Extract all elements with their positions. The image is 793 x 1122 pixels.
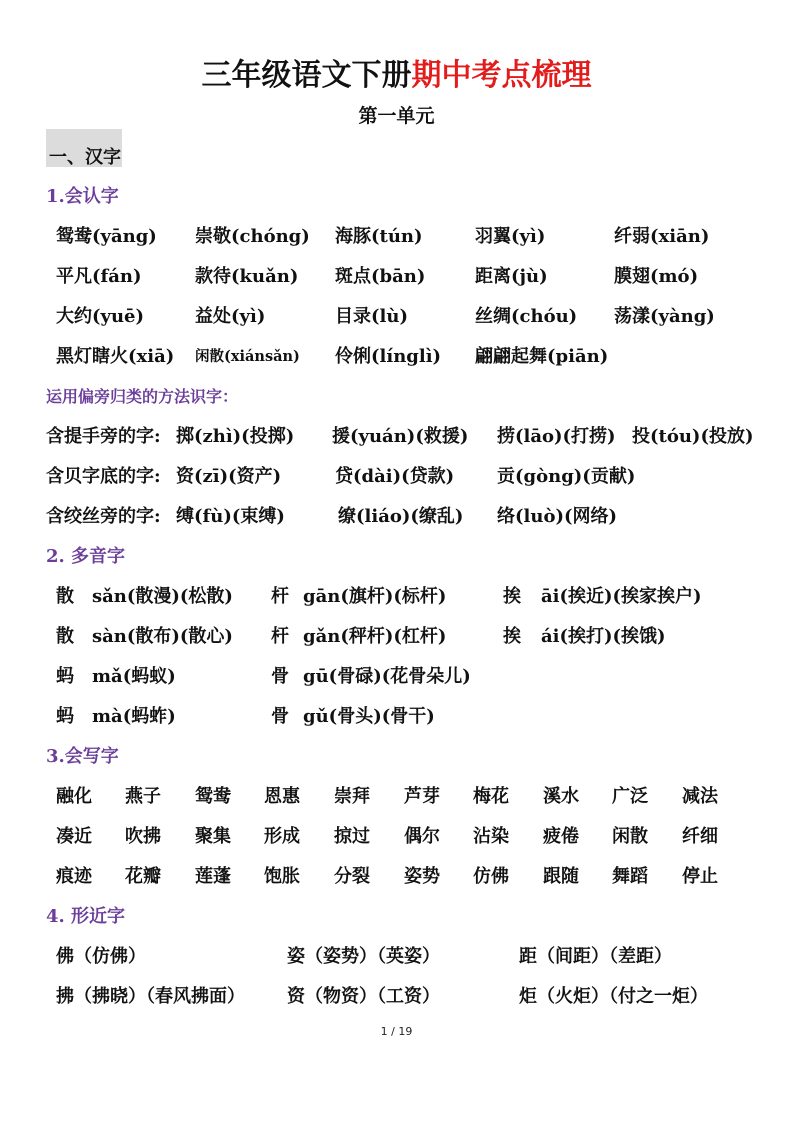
radical-word: 资(zī)(资产)	[176, 466, 282, 487]
write-word: 花瓣	[125, 866, 161, 887]
radical-label: 含提手旁的字:	[46, 426, 161, 447]
vocab-item: 鸳鸯(yāng)	[56, 226, 157, 247]
polyphone-char: 挨	[503, 626, 521, 647]
radical-word: 投(tóu)(投放)	[632, 426, 754, 447]
vocab-item: 伶俐(línglì)	[335, 346, 442, 367]
polyphone-char: 蚂	[56, 706, 74, 727]
radical-label: 含贝字底的字:	[46, 466, 161, 487]
write-word: 广泛	[612, 786, 648, 807]
write-word: 停止	[682, 866, 718, 887]
polyphone-reading: mǎ(蚂蚁)	[92, 666, 176, 687]
polyphone-char: 杆	[271, 626, 289, 647]
radical-word: 捞(lāo)(打捞)	[497, 426, 616, 447]
write-word: 芦芽	[404, 786, 440, 807]
vocab-item: 距离(jù)	[475, 266, 548, 287]
vocab-item: 目录(lù)	[335, 306, 408, 327]
polyphone-reading: gān(旗杆)(标杆)	[303, 586, 447, 607]
similar-char-item: 炬（火炬）（付之一炬）	[519, 986, 708, 1007]
vocab-item: 丝绸(chóu)	[475, 306, 578, 327]
polyphone-reading: ái(挨打)(挨饿)	[541, 626, 666, 647]
similar-char-item: 拂（拂晓）（春风拂面）	[56, 986, 245, 1007]
vocab-item: 荡漾(yàng)	[614, 306, 715, 327]
write-word: 恩惠	[264, 786, 300, 807]
radical-word: 掷(zhì)(投掷)	[176, 426, 295, 447]
polyphone-reading: sǎn(散漫)(松散)	[92, 586, 233, 607]
polyphone-char: 杆	[271, 586, 289, 607]
radical-label: 含绞丝旁的字:	[46, 506, 161, 527]
write-word: 饱胀	[264, 866, 300, 887]
title-highlight: 期中考点梳理	[411, 58, 592, 93]
heading-similar-chars: 4. 形近字	[46, 906, 126, 927]
radical-word: 络(luò)(网络)	[497, 506, 617, 527]
vocab-item: 膜翅(mó)	[614, 266, 699, 287]
write-word: 凑近	[56, 826, 92, 847]
polyphone-char: 蚂	[56, 666, 74, 687]
write-word: 分裂	[334, 866, 370, 887]
vocab-item: 款待(kuǎn)	[195, 266, 299, 287]
radical-word: 援(yuán)(救援)	[332, 426, 469, 447]
vocab-item: 闲散(xiánsǎn)	[195, 348, 300, 365]
write-word: 燕子	[125, 786, 161, 807]
write-word: 聚集	[195, 826, 231, 847]
title-main: 三年级语文下册	[201, 58, 412, 93]
polyphone-char: 挨	[503, 586, 521, 607]
vocab-item: 纤弱(xiān)	[614, 226, 710, 247]
vocab-item: 平凡(fán)	[56, 266, 142, 287]
vocab-item: 斑点(bān)	[335, 266, 426, 287]
write-word: 偶尔	[404, 826, 440, 847]
vocab-item: 翩翩起舞(piān)	[475, 346, 609, 367]
unit-title: 第一单元	[358, 105, 435, 127]
similar-char-item: 距（间距）（差距）	[519, 946, 672, 967]
write-word: 莲蓬	[195, 866, 231, 887]
write-word: 仿佛	[473, 866, 509, 887]
write-word: 痕迹	[56, 866, 92, 887]
radical-word: 贡(gòng)(贡献)	[497, 466, 636, 487]
write-word: 溪水	[543, 786, 579, 807]
heading-recognize-chars: 1.会认字	[46, 186, 119, 207]
polyphone-reading: gǎn(秤杆)(杠杆)	[303, 626, 447, 647]
polyphone-reading: āi(挨近)(挨家挨户)	[541, 586, 702, 607]
heading-write-chars: 3.会写字	[46, 746, 119, 767]
write-word: 崇拜	[334, 786, 370, 807]
write-word: 沾染	[473, 826, 509, 847]
vocab-item: 海豚(tún)	[335, 226, 423, 247]
polyphone-char: 骨	[271, 706, 289, 727]
write-word: 梅花	[473, 786, 509, 807]
radical-word: 缚(fù)(束缚)	[176, 506, 285, 527]
similar-char-item: 资（物资）（工资）	[287, 986, 440, 1007]
write-word: 闲散	[612, 826, 648, 847]
write-word: 减法	[682, 786, 718, 807]
vocab-item: 益处(yì)	[195, 306, 266, 327]
heading-polyphones: 2. 多音字	[46, 546, 126, 567]
polyphone-reading: gū(骨碌)(花骨朵儿)	[303, 666, 471, 687]
write-word: 吹拂	[125, 826, 161, 847]
radical-word: 贷(dài)(贷款)	[335, 466, 455, 487]
write-word: 融化	[56, 786, 92, 807]
vocab-item: 崇敬(chóng)	[195, 226, 310, 247]
polyphone-char: 骨	[271, 666, 289, 687]
polyphone-reading: gǔ(骨头)(骨干)	[303, 706, 435, 727]
polyphone-char: 散	[56, 586, 74, 607]
polyphone-reading: mà(蚂蚱)	[92, 706, 176, 727]
radical-word: 缭(liáo)(缭乱)	[338, 506, 464, 527]
write-word: 掠过	[334, 826, 370, 847]
polyphone-char: 散	[56, 626, 74, 647]
write-word: 舞蹈	[612, 866, 648, 887]
page-number: 1 / 19	[380, 1025, 413, 1038]
vocab-item: 大约(yuē)	[56, 306, 145, 327]
write-word: 跟随	[543, 866, 579, 887]
similar-char-item: 佛（仿佛）	[56, 946, 146, 967]
vocab-item: 黑灯瞎火(xiā)	[56, 346, 175, 367]
page-title	[0, 50, 793, 94]
vocab-item: 羽翼(yì)	[475, 226, 546, 247]
write-word: 鸳鸯	[195, 786, 231, 807]
similar-char-item: 姿（姿势）（英姿）	[287, 946, 440, 967]
write-word: 姿势	[404, 866, 440, 887]
polyphone-reading: sàn(散布)(散心)	[92, 626, 233, 647]
radical-method-heading: 运用偏旁归类的方法识字：	[46, 387, 239, 406]
write-word: 疲倦	[543, 826, 579, 847]
write-word: 纤细	[682, 826, 718, 847]
write-word: 形成	[264, 826, 300, 847]
section-heading: 一、汉字	[49, 147, 121, 168]
